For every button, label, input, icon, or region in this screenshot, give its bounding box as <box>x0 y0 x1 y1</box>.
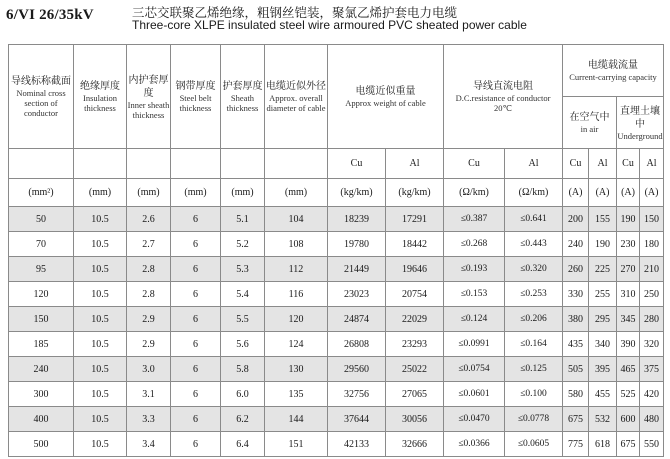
cell-steel-belt: 6 <box>171 307 221 332</box>
cell-sheath: 5.5 <box>221 307 265 332</box>
col-in-air: 在空气中 in air <box>563 97 617 149</box>
col-sheath: 护套厚度 Sheath thickness <box>221 45 265 149</box>
unit-diameter: (mm) <box>265 179 328 207</box>
cell-air-al: 455 <box>589 382 617 407</box>
cell-res-al: ≤0.641 <box>505 207 563 232</box>
unit-cross-section: (mm²) <box>9 179 74 207</box>
material-row <box>9 149 664 179</box>
cell-res-cu: ≤0.0366 <box>444 432 505 457</box>
cell-ug-cu: 310 <box>617 282 640 307</box>
cell-ug-al: 375 <box>640 357 664 382</box>
cell-res-cu: ≤0.0991 <box>444 332 505 357</box>
weight-cu-label: Cu <box>328 149 386 179</box>
table-row <box>9 407 664 432</box>
cell-air-cu: 260 <box>563 257 589 282</box>
cell-air-cu: 330 <box>563 282 589 307</box>
cell-res-al: ≤0.443 <box>505 232 563 257</box>
air-cu-label: Cu <box>563 149 589 179</box>
cell-res-cu: ≤0.0754 <box>444 357 505 382</box>
cell-steel-belt: 6 <box>171 257 221 282</box>
cell-air-cu: 435 <box>563 332 589 357</box>
cell-section: 185 <box>9 332 74 357</box>
cell-weight-al: 22029 <box>386 307 444 332</box>
cell-air-al: 255 <box>589 282 617 307</box>
ug-al-label: Al <box>640 149 664 179</box>
cell-diameter: 120 <box>265 307 328 332</box>
table-row <box>9 257 664 282</box>
cell-weight-al: 25022 <box>386 357 444 382</box>
cell-res-al: ≤0.206 <box>505 307 563 332</box>
cell-sheath: 6.2 <box>221 407 265 432</box>
cell-air-cu: 675 <box>563 407 589 432</box>
cell-ug-al: 280 <box>640 307 664 332</box>
cell-res-al: ≤0.125 <box>505 357 563 382</box>
cell-steel-belt: 6 <box>171 282 221 307</box>
cell-section: 240 <box>9 357 74 382</box>
unit-air-al: (A) <box>589 179 617 207</box>
table-row <box>9 357 664 382</box>
cell-res-al: ≤0.100 <box>505 382 563 407</box>
cell-weight-cu: 18239 <box>328 207 386 232</box>
cell-inner-sheath: 3.0 <box>127 357 171 382</box>
cell-air-al: 190 <box>589 232 617 257</box>
cell-air-al: 618 <box>589 432 617 457</box>
res-al-label: Al <box>505 149 563 179</box>
cell-insulation: 10.5 <box>74 207 127 232</box>
ug-cu-label: Cu <box>617 149 640 179</box>
cell-ug-cu: 390 <box>617 332 640 357</box>
cell-steel-belt: 6 <box>171 407 221 432</box>
cell-weight-al: 19646 <box>386 257 444 282</box>
cell-air-cu: 200 <box>563 207 589 232</box>
cell-section: 120 <box>9 282 74 307</box>
cell-air-al: 225 <box>589 257 617 282</box>
table-row <box>9 432 664 457</box>
cell-sheath: 6.4 <box>221 432 265 457</box>
cell-insulation: 10.5 <box>74 232 127 257</box>
res-cu-label: Cu <box>444 149 505 179</box>
cell-insulation: 10.5 <box>74 332 127 357</box>
cell-steel-belt: 6 <box>171 232 221 257</box>
title-chinese: 三芯交联聚乙烯绝缘，粗钢丝铠装，聚氯乙烯护套电力电缆 <box>132 5 458 20</box>
unit-ug-cu: (A) <box>617 179 640 207</box>
table-row <box>9 282 664 307</box>
cell-weight-cu: 29560 <box>328 357 386 382</box>
cable-model: 6/VI 26/35kV <box>6 7 94 23</box>
cell-ug-cu: 675 <box>617 432 640 457</box>
cell-ug-al: 550 <box>640 432 664 457</box>
cell-weight-cu: 37644 <box>328 407 386 432</box>
cell-weight-al: 23293 <box>386 332 444 357</box>
cell-weight-al: 20754 <box>386 282 444 307</box>
cell-res-al: ≤0.0778 <box>505 407 563 432</box>
cell-sheath: 5.4 <box>221 282 265 307</box>
cell-insulation: 10.5 <box>74 282 127 307</box>
col-underground: 直埋土壤中 Underground <box>617 97 664 149</box>
cell-air-al: 340 <box>589 332 617 357</box>
cell-sheath: 5.8 <box>221 357 265 382</box>
cell-ug-al: 250 <box>640 282 664 307</box>
cell-ug-al: 210 <box>640 257 664 282</box>
unit-res-cu: (Ω/km) <box>444 179 505 207</box>
cell-insulation: 10.5 <box>74 432 127 457</box>
unit-ug-al: (A) <box>640 179 664 207</box>
cell-steel-belt: 6 <box>171 207 221 232</box>
cell-ug-cu: 345 <box>617 307 640 332</box>
cell-steel-belt: 6 <box>171 357 221 382</box>
cell-sheath: 6.0 <box>221 382 265 407</box>
cell-ug-al: 320 <box>640 332 664 357</box>
cell-steel-belt: 6 <box>171 432 221 457</box>
cell-diameter: 112 <box>265 257 328 282</box>
cell-res-cu: ≤0.124 <box>444 307 505 332</box>
cell-sheath: 5.3 <box>221 257 265 282</box>
cell-section: 50 <box>9 207 74 232</box>
cell-inner-sheath: 3.3 <box>127 407 171 432</box>
unit-weight-cu: (kg/km) <box>328 179 386 207</box>
unit-air-cu: (A) <box>563 179 589 207</box>
cell-ug-cu: 190 <box>617 207 640 232</box>
cell-insulation: 10.5 <box>74 382 127 407</box>
col-diameter: 电缆近似外径 Approx. overall diameter of cable <box>265 45 328 149</box>
cell-air-cu: 380 <box>563 307 589 332</box>
table-row <box>9 207 664 232</box>
cell-air-al: 532 <box>589 407 617 432</box>
unit-res-al: (Ω/km) <box>505 179 563 207</box>
cell-diameter: 144 <box>265 407 328 432</box>
cell-sheath: 5.2 <box>221 232 265 257</box>
cell-steel-belt: 6 <box>171 332 221 357</box>
cell-diameter: 135 <box>265 382 328 407</box>
cell-res-cu: ≤0.0470 <box>444 407 505 432</box>
cell-air-al: 155 <box>589 207 617 232</box>
cell-sheath: 5.1 <box>221 207 265 232</box>
cell-diameter: 151 <box>265 432 328 457</box>
cell-inner-sheath: 2.8 <box>127 257 171 282</box>
cell-air-cu: 505 <box>563 357 589 382</box>
cell-inner-sheath: 3.4 <box>127 432 171 457</box>
cell-insulation: 10.5 <box>74 257 127 282</box>
cell-steel-belt: 6 <box>171 382 221 407</box>
cable-spec-table <box>8 44 664 457</box>
cell-air-al: 395 <box>589 357 617 382</box>
col-cross-section: 导线标称截面 Nominal cross section of conductor <box>9 45 74 149</box>
cell-insulation: 10.5 <box>74 407 127 432</box>
cell-res-cu: ≤0.193 <box>444 257 505 282</box>
unit-insulation: (mm) <box>74 179 127 207</box>
cell-ug-al: 420 <box>640 382 664 407</box>
cell-weight-cu: 24874 <box>328 307 386 332</box>
cell-res-al: ≤0.320 <box>505 257 563 282</box>
cell-weight-cu: 42133 <box>328 432 386 457</box>
cell-air-al: 295 <box>589 307 617 332</box>
table-row <box>9 232 664 257</box>
cell-section: 300 <box>9 382 74 407</box>
table-row <box>9 382 664 407</box>
col-inner-sheath: 内护套厚度 Inner sheath thickness <box>127 45 171 149</box>
cell-res-al: ≤0.164 <box>505 332 563 357</box>
unit-inner-sheath: (mm) <box>127 179 171 207</box>
cell-section: 400 <box>9 407 74 432</box>
cell-res-cu: ≤0.153 <box>444 282 505 307</box>
cell-section: 150 <box>9 307 74 332</box>
cell-section: 95 <box>9 257 74 282</box>
cell-section: 500 <box>9 432 74 457</box>
cell-inner-sheath: 2.6 <box>127 207 171 232</box>
cell-diameter: 130 <box>265 357 328 382</box>
cell-res-cu: ≤0.387 <box>444 207 505 232</box>
col-current: 电缆载流量 Current-carrying capacity <box>563 45 664 97</box>
cell-ug-al: 180 <box>640 232 664 257</box>
unit-row <box>9 179 664 207</box>
cell-weight-cu: 23023 <box>328 282 386 307</box>
cell-weight-al: 18442 <box>386 232 444 257</box>
table-body <box>9 207 664 457</box>
cell-weight-al: 32666 <box>386 432 444 457</box>
cell-ug-cu: 465 <box>617 357 640 382</box>
col-resistance: 导线直流电阻 D.C.resistance of conductor 20℃ <box>444 45 563 149</box>
cell-ug-cu: 270 <box>617 257 640 282</box>
cell-section: 70 <box>9 232 74 257</box>
col-insulation: 绝缘厚度 Insulation thickness <box>74 45 127 149</box>
title-english: Three-core XLPE insulated steel wire armoured PVC sheated power cable <box>132 18 527 32</box>
table-row <box>9 332 664 357</box>
unit-weight-al: (kg/km) <box>386 179 444 207</box>
cell-res-al: ≤0.253 <box>505 282 563 307</box>
cell-weight-cu: 26808 <box>328 332 386 357</box>
cell-weight-cu: 32756 <box>328 382 386 407</box>
unit-sheath: (mm) <box>221 179 265 207</box>
cell-air-cu: 775 <box>563 432 589 457</box>
cell-sheath: 5.6 <box>221 332 265 357</box>
header-row-1 <box>9 45 664 97</box>
cell-inner-sheath: 3.1 <box>127 382 171 407</box>
cell-diameter: 116 <box>265 282 328 307</box>
col-weight: 电缆近似重量 Approx weight of cable <box>328 45 444 149</box>
cell-inner-sheath: 2.8 <box>127 282 171 307</box>
air-al-label: Al <box>589 149 617 179</box>
document-header <box>6 2 666 38</box>
cell-air-cu: 240 <box>563 232 589 257</box>
cell-ug-cu: 525 <box>617 382 640 407</box>
cell-ug-cu: 600 <box>617 407 640 432</box>
col-steel-belt: 钢带厚度 Steel belt thickness <box>171 45 221 149</box>
cell-inner-sheath: 2.7 <box>127 232 171 257</box>
cell-inner-sheath: 2.9 <box>127 307 171 332</box>
cell-weight-al: 30056 <box>386 407 444 432</box>
cell-weight-al: 27065 <box>386 382 444 407</box>
cell-res-al: ≤0.0605 <box>505 432 563 457</box>
cell-insulation: 10.5 <box>74 357 127 382</box>
cell-diameter: 108 <box>265 232 328 257</box>
cell-res-cu: ≤0.268 <box>444 232 505 257</box>
cell-weight-cu: 19780 <box>328 232 386 257</box>
cell-weight-al: 17291 <box>386 207 444 232</box>
cell-diameter: 104 <box>265 207 328 232</box>
table-row <box>9 307 664 332</box>
cell-ug-cu: 230 <box>617 232 640 257</box>
cell-res-cu: ≤0.0601 <box>444 382 505 407</box>
cell-diameter: 124 <box>265 332 328 357</box>
cell-insulation: 10.5 <box>74 307 127 332</box>
cell-ug-al: 480 <box>640 407 664 432</box>
cell-weight-cu: 21449 <box>328 257 386 282</box>
cell-ug-al: 150 <box>640 207 664 232</box>
weight-al-label: Al <box>386 149 444 179</box>
unit-steel-belt: (mm) <box>171 179 221 207</box>
cell-inner-sheath: 2.9 <box>127 332 171 357</box>
cell-air-cu: 580 <box>563 382 589 407</box>
